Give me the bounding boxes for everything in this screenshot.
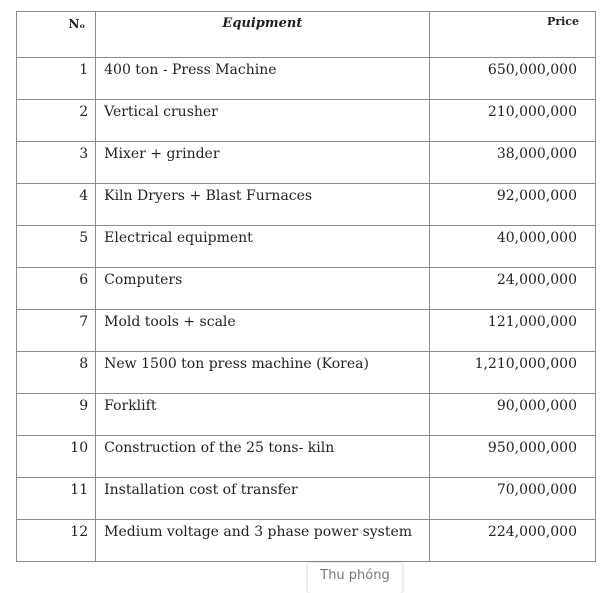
row-equipment: Computers [96, 268, 430, 310]
row-equipment: 400 ton - Press Machine [96, 58, 430, 100]
table-row [17, 58, 596, 100]
table-row [17, 142, 596, 184]
table-row [17, 394, 596, 436]
row-equipment: Installation cost of transfer [96, 478, 430, 520]
header-price: Price [429, 12, 595, 58]
row-number: 10 [17, 436, 96, 478]
header-equipment: Equipment [96, 12, 430, 58]
row-price: 90,000,000 [429, 394, 595, 436]
row-equipment: Electrical equipment [96, 226, 430, 268]
table-row [17, 520, 596, 562]
row-equipment: Mixer + grinder [96, 142, 430, 184]
table-row [17, 352, 596, 394]
table-body [17, 12, 596, 562]
row-price: 70,000,000 [429, 478, 595, 520]
equipment-price-table [16, 11, 596, 562]
row-number: 1 [17, 58, 96, 100]
row-price: 40,000,000 [429, 226, 595, 268]
row-equipment: Mold tools + scale [96, 310, 430, 352]
table-row [17, 436, 596, 478]
row-price: 24,000,000 [429, 268, 595, 310]
table-row [17, 226, 596, 268]
row-number: 8 [17, 352, 96, 394]
row-equipment: New 1500 ton press machine (Korea) [96, 352, 430, 394]
row-price: 1,210,000,000 [429, 352, 595, 394]
row-number: 9 [17, 394, 96, 436]
zoom-button[interactable]: Thu phóng [308, 563, 402, 593]
row-equipment: Forklift [96, 394, 430, 436]
row-price: 210,000,000 [429, 100, 595, 142]
row-equipment: Construction of the 25 tons- kiln [96, 436, 430, 478]
row-price: 121,000,000 [429, 310, 595, 352]
row-number: 12 [17, 520, 96, 562]
row-price: 92,000,000 [429, 184, 595, 226]
header-no: Nₒ [17, 12, 96, 58]
row-price: 38,000,000 [429, 142, 595, 184]
row-price: 950,000,000 [429, 436, 595, 478]
row-number: 3 [17, 142, 96, 184]
row-number: 11 [17, 478, 96, 520]
row-price: 224,000,000 [429, 520, 595, 562]
row-number: 5 [17, 226, 96, 268]
row-equipment: Kiln Dryers + Blast Furnaces [96, 184, 430, 226]
row-price: 650,000,000 [429, 58, 595, 100]
row-equipment: Vertical crusher [96, 100, 430, 142]
row-number: 7 [17, 310, 96, 352]
table-row [17, 184, 596, 226]
row-equipment: Medium voltage and 3 phase power system [96, 520, 430, 562]
row-number: 4 [17, 184, 96, 226]
table-header-row [17, 12, 596, 58]
table-row [17, 100, 596, 142]
table-row [17, 268, 596, 310]
row-number: 2 [17, 100, 96, 142]
table-row [17, 478, 596, 520]
table-row [17, 310, 596, 352]
row-number: 6 [17, 268, 96, 310]
